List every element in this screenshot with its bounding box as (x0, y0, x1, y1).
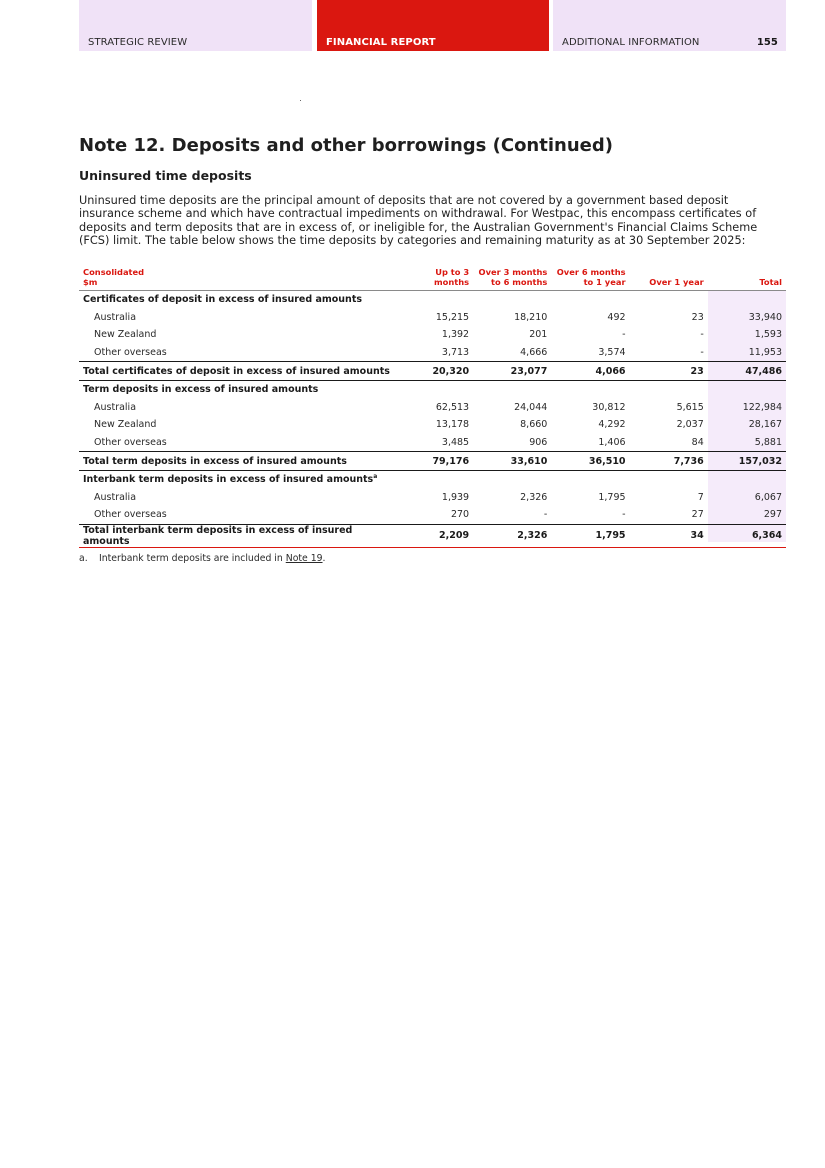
section-heading-row (79, 470, 786, 488)
table-row: Other overseas 270 - - 27 297 (94, 509, 782, 521)
footnote-text: Interbank term deposits are included in (99, 553, 286, 564)
total-row: Total term deposits in excess of insured amounts 79,176 33,610 36,510 7,736 157,032 (79, 452, 786, 471)
header-over-1-year: Over 1 year (630, 263, 708, 291)
intro-paragraph: Uninsured time deposits are the principal amount of deposits that are not covered by a government based deposit insurance scheme and which have contractual impediments on withdrawal. For Westpac, this encompass certificates of deposits and term deposits that are in excess of, or ineligible for, the Australian Government's Financial Claims Scheme (FCS) limit. The table below shows the time deposits by categories and remaining maturity as at 30 September 2025: (79, 194, 758, 247)
section-heading: Term deposits in excess of insured amounts (83, 384, 319, 396)
table-row: Australia 1,939 2,326 1,795 7 6,067 (94, 491, 782, 503)
uninsured-time-deposits-table (79, 263, 786, 548)
total-row: Total interbank term deposits in excess of insured amounts 2,209 2,326 1,795 34 6,364 (79, 524, 786, 547)
footnote-end: . (322, 553, 326, 564)
table-row: Other overseas 3,713 4,666 3,574 - 11,953 (94, 347, 782, 359)
tab-additional-information-label: ADDITIONAL INFORMATION (562, 37, 700, 48)
stray-dot (300, 100, 301, 101)
tab-strategic-review-label: STRATEGIC REVIEW (88, 37, 188, 48)
deposits-table-container (79, 263, 786, 548)
section-heading: Certificates of deposit in excess of insured amounts (83, 294, 363, 306)
section-tabs (79, 0, 786, 51)
table-row: New Zealand 13,178 8,660 4,292 2,037 28,167 (94, 419, 782, 431)
table-row: Australia 15,215 18,210 492 23 33,940 (94, 311, 782, 323)
header-over-3-to-6-months: Over 3 months to 6 months (473, 263, 551, 291)
table-row: Australia 62,513 24,044 30,812 5,615 122,984 (94, 401, 782, 413)
total-row: Total certificates of deposit in excess of insured amounts 20,320 23,077 4,066 23 47,486 (79, 362, 786, 381)
section-heading-row (79, 291, 786, 309)
table-header-row (79, 263, 786, 291)
table-row: Other overseas 3,485 906 1,406 84 5,881 (94, 437, 782, 449)
footnote-reference[interactable]: a (373, 473, 378, 481)
tab-strategic-review[interactable] (79, 0, 312, 51)
page-title: Note 12. Deposits and other borrowings (Continued) (79, 135, 613, 156)
footnote (79, 553, 326, 564)
tab-financial-report[interactable] (317, 0, 549, 51)
header-total: Total (708, 263, 786, 291)
section-heading: Interbank term deposits in excess of insured amounts$^a$ (83, 473, 378, 486)
table-row: New Zealand 1,392 201 - - 1,593 (94, 329, 782, 341)
page-number: 155 (756, 37, 778, 48)
header-over-6-months-to-1-year: Over 6 months to 1 year (551, 263, 629, 291)
section-subtitle: Uninsured time deposits (79, 168, 252, 183)
header-consolidated: Consolidated $m (79, 263, 395, 291)
footnote-marker: a. (79, 553, 88, 564)
note-19-link[interactable]: Note 19 (285, 553, 323, 564)
header-up-to-3-months: Up to 3 months (395, 263, 473, 291)
tab-additional-information[interactable] (553, 0, 786, 51)
tab-financial-report-label: FINANCIAL REPORT (326, 37, 436, 48)
section-heading-row (79, 380, 786, 398)
